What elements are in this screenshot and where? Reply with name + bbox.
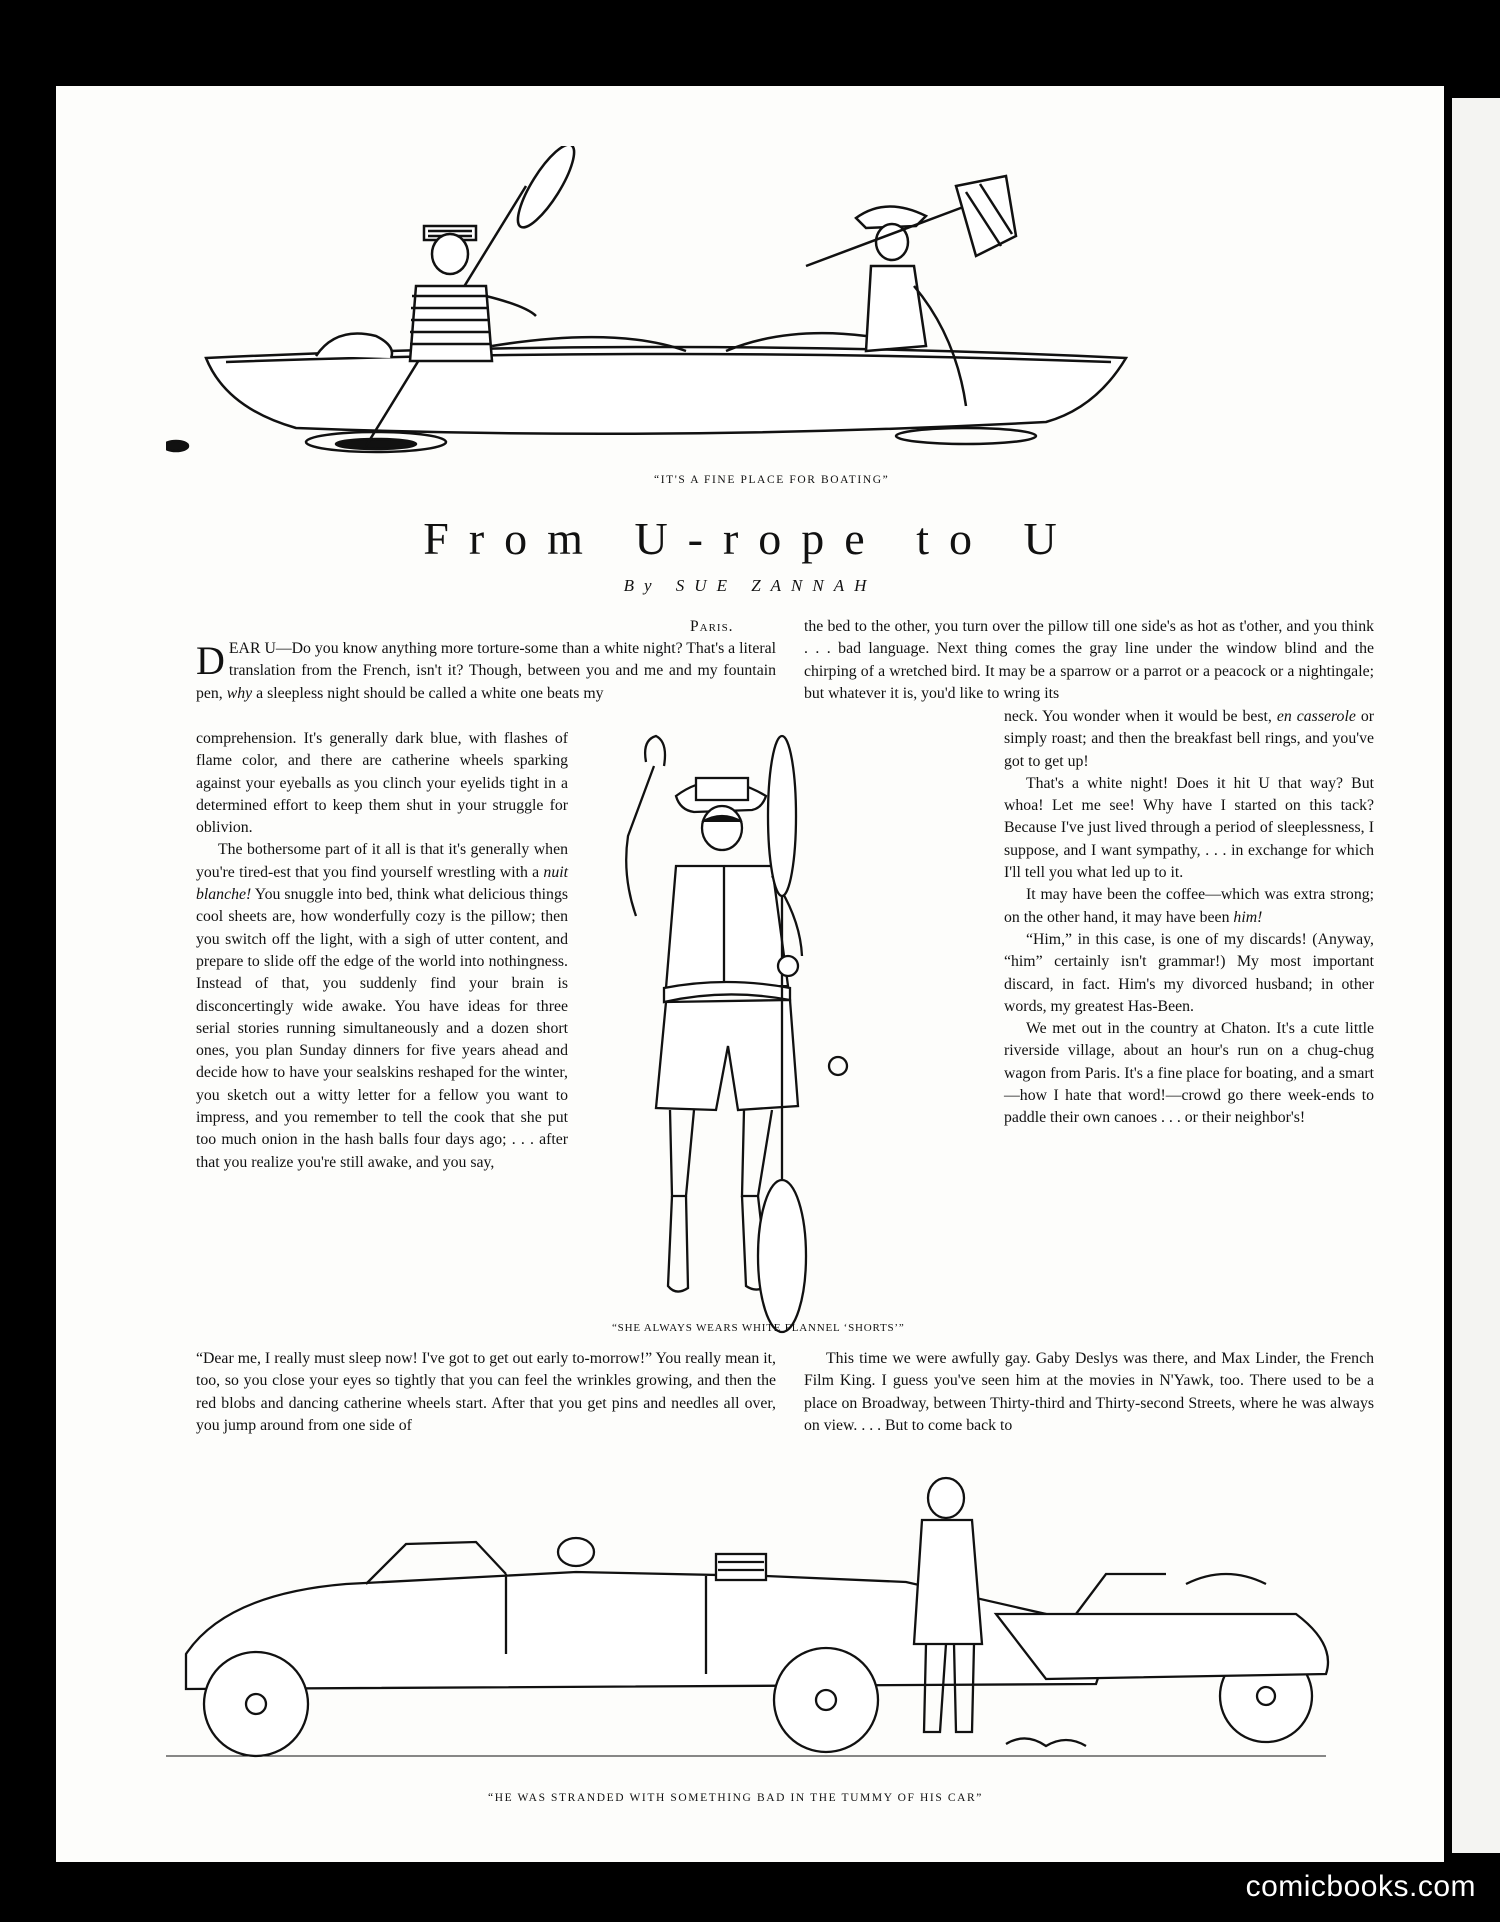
bottom-illustration-caption: “HE WAS STRANDED WITH SOMETHING BAD IN THE TUMMY OF HIS CAR” — [488, 1792, 983, 1804]
article-byline: By SUE ZANNAH — [623, 576, 877, 595]
paragraph: The bothersome part of it all is that it's generally when you're tired-est that you find yourself wrestling with a — [196, 841, 568, 881]
top-illustration-caption: “IT'S A FINE PLACE FOR BOATING” — [654, 474, 890, 486]
dateline: Paris. — [690, 618, 734, 635]
magazine-page — [56, 86, 1444, 1862]
emphasis: why — [226, 684, 253, 702]
article-column-left-narrow — [196, 728, 568, 1174]
article-column-right-top — [804, 616, 1374, 705]
canoe-illustration — [166, 146, 1206, 466]
paragraph: We met out in the country at Chaton. It's a cute little riverside village, about an hour's run on a chug-chug wagon from Paris. It's a fine place for boating, and a smart—how I hate that word!—crowd go there week-ends to paddle their own canoes . . . or their neighbor's! — [1004, 1020, 1375, 1127]
paragraph-opening-end: a sleepless night should be called a white one beats my — [256, 684, 604, 702]
paragraph: “Dear me, I really must sleep now! I've got to get out early to-morrow!” You really mean it, too, so you close your eyes so tightly that you can feel the wrinkles growing, and then the red blobs and dancing catherine wheels start. After that you get pins and needles all over, you jump around from one side of — [196, 1350, 776, 1434]
article-column-left-top — [196, 638, 776, 705]
article-column-right-narrow — [1004, 706, 1374, 1130]
article-title: From U-rope to U — [423, 513, 1077, 564]
paragraph: comprehension. It's generally dark blue, with flashes of flame color, and there are catherine wheels sparking against your eyeballs as you clinch your eyelids tight in a determined effort to keep them shut in your struggle for oblivion. — [196, 730, 568, 837]
watermark: comicbooks.com — [1245, 1870, 1476, 1903]
paragraph-opening: EAR U—Do you know anything more torture-some than a white night? That's a literal translation from the French, isn't it? Though, between you and me and my fountain pen, — [196, 640, 776, 702]
paragraph: That's a white night! Does it hit U that way? But whoa! Let me see! Why have I started on this tack? Because I've just lived through a period of sleeplessness, I suppose, and I want sympathy, . . . in exchange for which I'll tell you what led up to it. — [1004, 774, 1374, 882]
paragraph-cont: You snuggle into bed, think what delicious things cool sheets are, how wonderfully cozy is the pillow; then you switch off the light, with a sigh of utter content, and prepare to slide off the edge of the world into nothingness. Instead of that, you suddenly find your brain is disconcertingly wide awake. You have ideas for three serial stories running simultaneously and a dozen short ones, you plan Sunday dinners for five years ahead and decide how to have your sealskins reshaped for the winter, you sketch out a witty letter for a fellow you want to impress, and you remember to tell the cook that she put too much onion in the hash balls four days ago; . . . after that you realize you're still awake, and you say, — [196, 886, 568, 1171]
paragraph: the bed to the other, you turn over the pillow till one side's as hot as t'other, and you think . . . bad language. Next thing comes the gray line under the window blind and the chirping of a wretched bird. It may be a sparrow or a parrot or a peacock or a nightingale; but whatever it is, you'd like to wring its — [804, 618, 1374, 702]
woman-with-paddle-illustration — [576, 726, 996, 1376]
emphasis: en casserole — [1276, 708, 1356, 725]
car-illustration — [146, 1464, 1356, 1784]
middle-illustration-caption: “SHE ALWAYS WEARS WHITE FLANNEL ‘SHORTS’” — [612, 1322, 905, 1334]
drop-cap: D — [196, 638, 225, 683]
adjacent-page-edge — [1452, 98, 1500, 1853]
paragraph: It may have been the coffee—which was extra strong; on the other hand, it may have been — [1004, 886, 1374, 926]
paragraph-cont: or simply roast; and then the breakfast bell rings, and you've got to get up! — [1004, 708, 1375, 770]
paragraph: neck. You wonder when it would be best, — [1004, 708, 1272, 725]
paragraph: This time we were awfully gay. Gaby Deslys was there, and Max Linder, the French Film King. I guess you've seen him at the movies in N'Yawk, too. There used to be a place on Broadway, between Thirty-third and Thirty-second Streets, where he was always on view. . . . But to come back to — [804, 1350, 1374, 1434]
emphasis: nuit blanche! — [196, 863, 568, 904]
paragraph: “Him,” in this case, is one of my discards! (Anyway, “him” certainly isn't grammar!) My most important discard, in fact. Him's my divorced husband; in other words, my greatest Has-Been. — [1004, 930, 1374, 1015]
emphasis: him! — [1233, 908, 1263, 926]
